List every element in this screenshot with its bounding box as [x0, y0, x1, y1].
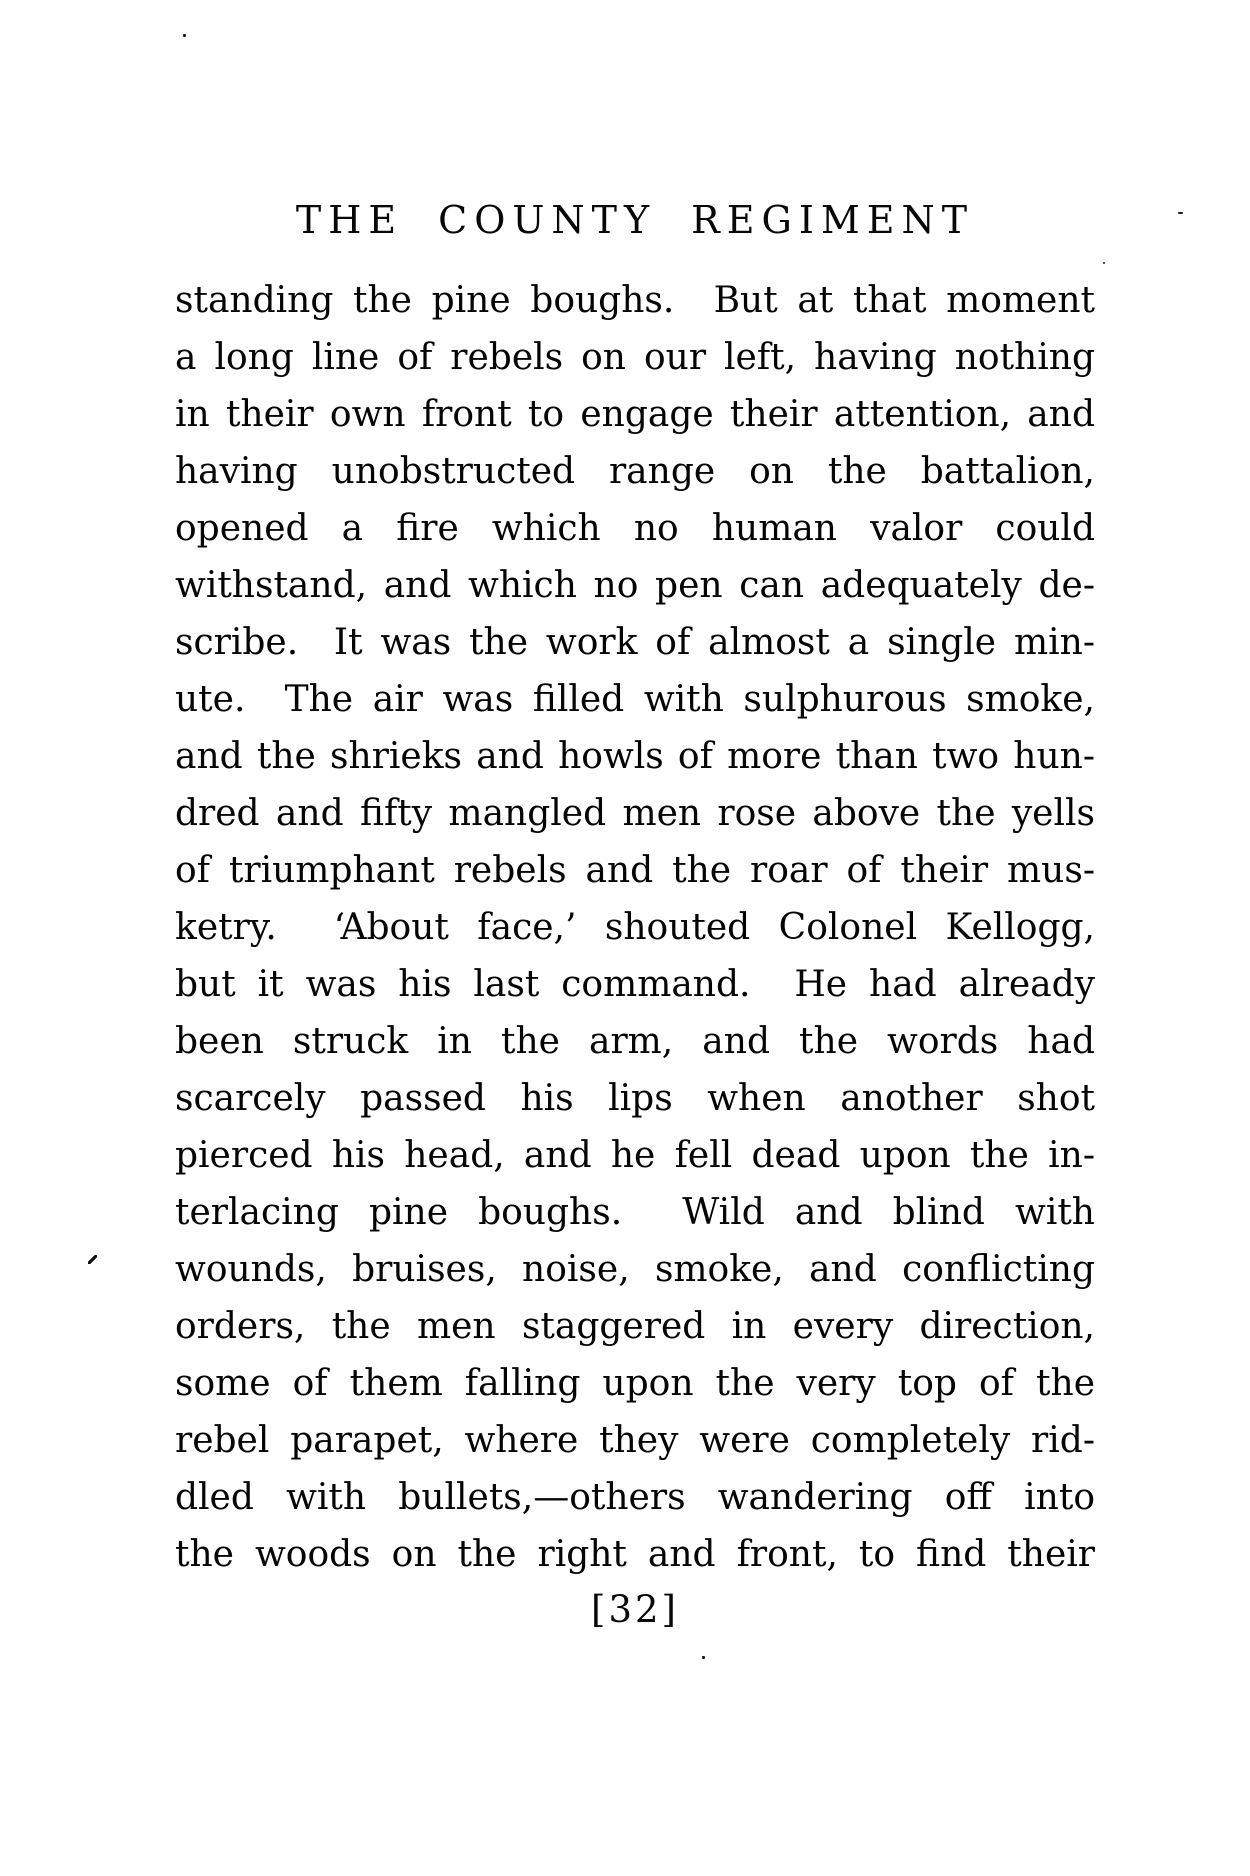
text-line: orders, the men staggered in every direction,: [175, 1306, 1095, 1347]
text-line: some of them falling upon the very top of the: [175, 1363, 1095, 1404]
page-number: [32]: [591, 1588, 679, 1631]
text-line: and the shrieks and howls of more than two hun-: [175, 736, 1095, 777]
body-text: [175, 272, 1095, 1583]
text-line: terlacing pine boughs. Wild and blind with: [175, 1192, 1095, 1233]
scan-speck: [183, 34, 186, 37]
text-line: ute. The air was filled with sulphurous smoke,: [175, 679, 1095, 720]
text-line: wounds, bruises, noise, smoke, and conflicting: [175, 1249, 1095, 1290]
scan-speck: [1103, 262, 1105, 264]
text-line: opened a fire which no human valor could: [175, 508, 1095, 549]
text-line: dled with bullets,—others wandering off into: [175, 1477, 1095, 1518]
text-line: but it was his last command. He had already: [175, 964, 1095, 1005]
text-line: having unobstructed range on the battalion,: [175, 451, 1095, 492]
text-line: dred and fifty mangled men rose above the yells: [175, 793, 1095, 834]
scan-speck: [88, 1255, 97, 1264]
text-line: a long line of rebels on our left, having nothing: [175, 337, 1095, 378]
text-line: standing the pine boughs. But at that moment: [175, 280, 1095, 321]
text-line: of triumphant rebels and the roar of their mus-: [175, 850, 1095, 891]
page-header: THE COUNTY REGIMENT: [295, 198, 975, 242]
scan-speck: [1178, 212, 1183, 214]
scan-speck: [702, 1656, 705, 1659]
text-line: pierced his head, and he fell dead upon the in-: [175, 1135, 1095, 1176]
text-line: withstand, and which no pen can adequately de-: [175, 565, 1095, 606]
text-line: ketry. ‘About face,’ shouted Colonel Kellogg,: [175, 907, 1095, 948]
text-line: rebel parapet, where they were completely rid-: [175, 1420, 1095, 1461]
text-line: the woods on the right and front, to find their: [175, 1534, 1095, 1575]
text-line: been struck in the arm, and the words had: [175, 1021, 1095, 1062]
text-line: in their own front to engage their attention, and: [175, 394, 1095, 435]
text-line: scarcely passed his lips when another shot: [175, 1078, 1095, 1119]
text-line: scribe. It was the work of almost a single min-: [175, 622, 1095, 663]
